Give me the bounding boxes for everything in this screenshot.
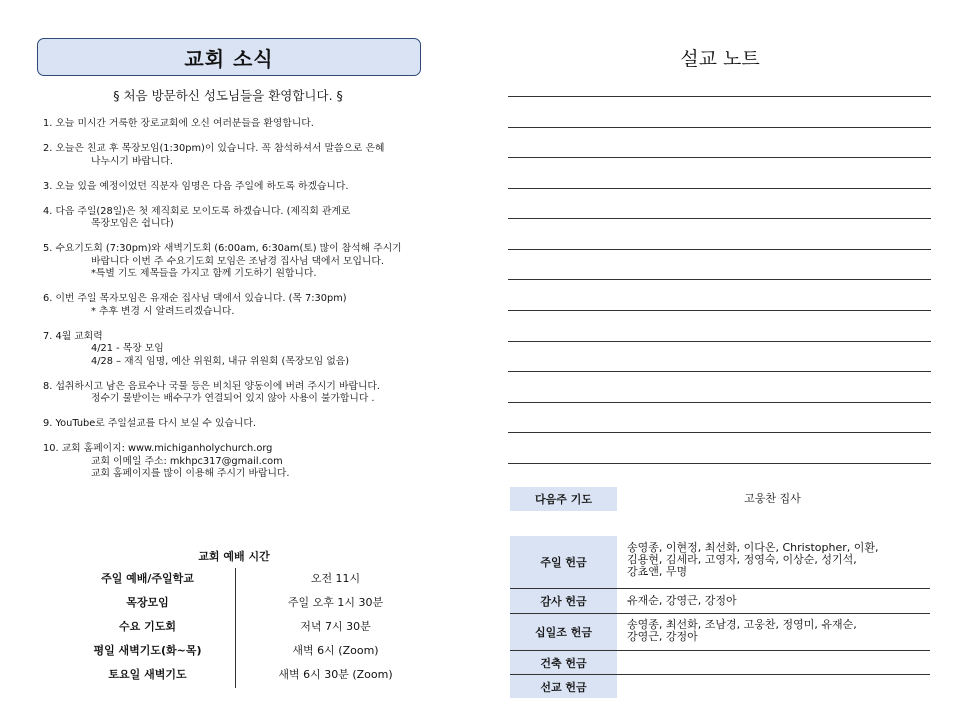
offering-names: 송영종, 이현정, 최선화, 이다온, Christopher, 이환, — [627, 541, 879, 554]
notice-text: 나누시기 바랍니다. — [91, 155, 173, 167]
service-time: 새벽 6시 30분 (Zoom) — [278, 668, 393, 681]
notice-text: 6. 이번 주일 목자모임은 유재순 집사님 댁에서 있습니다. (목 7:30pm) — [43, 293, 347, 304]
notice-1 — [43, 118, 443, 131]
notice-text: 8. 섭취하시고 남은 음료수나 국물 등은 비치된 양동이에 버려 주시기 바랍니다. — [43, 380, 380, 392]
note-line — [508, 341, 931, 342]
notice-text: 정수기 물받이는 배수구가 연결되어 있지 않아 사용이 불가합니다 . — [91, 393, 375, 404]
service-name: 주일 예배/주일학교 — [101, 572, 194, 585]
sermon-notes-title: 설교 노트 — [680, 48, 760, 70]
offering-names: 유재순, 강영근, 강정아 — [627, 594, 737, 607]
note-line — [508, 371, 931, 372]
notice-text: 9. YouTube로 주일설교를 다시 보실 수 있습니다. — [43, 418, 256, 429]
note-line — [508, 249, 931, 250]
notice-text: 목장모임은 쉽니다) — [91, 218, 174, 229]
service-time: 새벽 6시 (Zoom) — [292, 644, 379, 657]
notice-text: 바랍니다 이번 주 수요기도회 모임은 조남경 집사님 댁에서 모입니다. — [91, 255, 385, 267]
offering-label-building: 건축 헌금 — [510, 651, 617, 674]
note-line — [508, 463, 931, 464]
notice-5 — [43, 243, 443, 281]
service-name: 목장모임 — [126, 596, 169, 609]
service-time: 저녁 7시 30분 — [300, 620, 371, 633]
notice-text: 7. 4월 교회력 — [43, 330, 103, 342]
notice-text: 3. 오늘 있을 예정이었던 직분자 임명은 다음 주일에 하도록 하겠습니다. — [43, 180, 349, 192]
notice-text: 교회 이메일 주소: mkhpc317@gmail.com — [91, 455, 283, 467]
notice-text: * 추후 변경 시 알려드리겠습니다. — [91, 305, 235, 317]
offering-names-sunday — [627, 542, 927, 578]
service-times-title: 교회 예배 시간 — [198, 550, 270, 563]
notice-list — [43, 118, 443, 493]
note-line — [508, 96, 931, 97]
notice-text: 1. 오늘 미시간 거룩한 장로교회에 오신 여러분들을 환영합니다. — [43, 118, 314, 129]
notice-6 — [43, 293, 443, 318]
notice-text: *특별 기도 제목들을 가지고 함께 기도하기 원합니다. — [91, 268, 317, 279]
notice-text: 4/28 – 재직 임명, 예산 위원회, 내규 위원회 (목장모임 없음) — [91, 355, 350, 367]
service-time: 오전 11시 — [310, 572, 361, 585]
service-name: 수요 기도회 — [119, 620, 176, 633]
offering-label-tithe: 십일조 헌금 — [510, 614, 617, 650]
note-line — [508, 188, 931, 189]
note-line — [508, 127, 931, 128]
offering-names: 김용현, 김세라, 고영자, 정영숙, 이상순, 성기석, — [627, 553, 857, 566]
notice-text: 4/21 - 목장 모임 — [91, 343, 164, 354]
notice-text: 10. 교회 홈페이지: www.michiganholychurch.org — [43, 443, 273, 454]
news-title: 교회 소식 — [37, 38, 421, 76]
next-prayer-label: 다음주 기도 — [510, 487, 617, 511]
service-row — [60, 566, 436, 590]
notice-9 — [43, 418, 443, 431]
service-row — [60, 590, 436, 614]
offering-names: 송영종, 최선화, 조남경, 고웅찬, 정영미, 유재순, — [627, 618, 857, 631]
notice-3 — [43, 181, 443, 194]
offering-names: 강쵸앤, 무명 — [627, 565, 688, 578]
welcome-message: § 처음 방문하신 성도님들을 환영합니다. § — [113, 88, 343, 103]
note-line — [508, 402, 931, 403]
note-line — [508, 432, 931, 433]
service-time: 주일 오후 1시 30분 — [287, 596, 384, 609]
offering-label-mission: 선교 헌금 — [510, 675, 617, 698]
notice-8 — [43, 381, 443, 406]
notice-text: 교회 홈페이지를 많이 이용해 주시기 바랍니다. — [91, 468, 290, 479]
service-times-table — [60, 566, 436, 686]
notice-10 — [43, 443, 443, 481]
note-line — [508, 157, 931, 158]
service-row — [60, 662, 436, 686]
offering-names: 강영근, 강정아 — [627, 630, 698, 643]
note-line — [508, 218, 931, 219]
offering-names-thanks — [627, 595, 927, 607]
service-row — [60, 638, 436, 662]
offering-names-tithe — [627, 619, 927, 643]
sermon-note-lines — [508, 96, 931, 468]
service-name: 토요일 새벽기도 — [108, 668, 187, 681]
notice-7 — [43, 331, 443, 369]
notice-text: 2. 오늘은 친교 후 목장모임(1:30pm)이 있습니다. 꼭 참석하셔서 말씀으로 은혜 — [43, 143, 385, 154]
notice-4 — [43, 206, 443, 231]
next-prayer-value: 고웅찬 집사 — [744, 492, 801, 505]
note-line — [508, 279, 931, 280]
service-row — [60, 614, 436, 638]
offering-label-sunday: 주일 헌금 — [510, 536, 617, 588]
note-line — [508, 310, 931, 311]
offering-label-thanks: 감사 헌금 — [510, 589, 617, 613]
service-name: 평일 새벽기도(화~목) — [93, 644, 202, 657]
notice-2 — [43, 143, 443, 168]
notice-text: 5. 수요기도회 (7:30pm)와 새벽기도회 (6:00am, 6:30am(토) 많이 참석해 주시기 — [43, 243, 402, 254]
notice-text: 4. 다음 주일(28일)은 첫 제직회로 모이도록 하겠습니다. (제직회 관계로 — [43, 205, 351, 217]
